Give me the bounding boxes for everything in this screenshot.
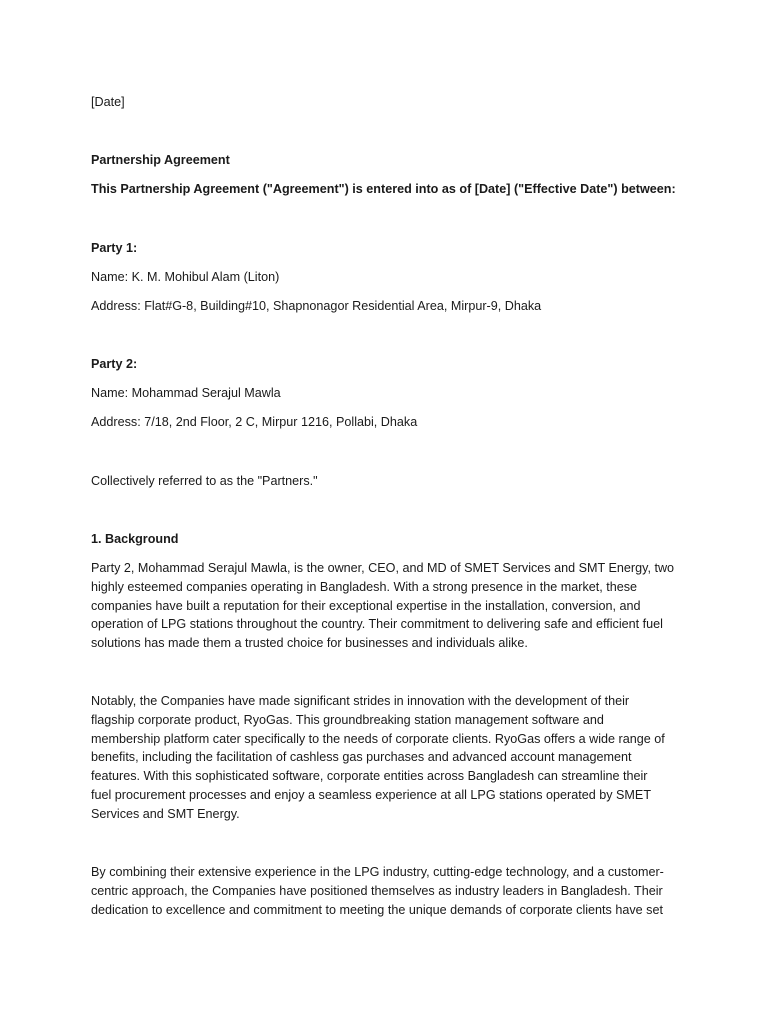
party2-address: Address: 7/18, 2nd Floor, 2 C, Mirpur 1216, Pollabi, Dhaka — [91, 415, 418, 429]
paragraph-line: dedication to excellence and commitment to meeting the unique demands of corporate clients have set — [91, 902, 663, 917]
paragraph-line: centric approach, the Companies have positioned themselves as industry leaders in Bangladesh. Their — [91, 883, 663, 898]
background-paragraph-3 — [91, 863, 681, 919]
paragraph-line: Services and SMT Energy. — [91, 806, 240, 821]
paragraph-line: Notably, the Companies have made significant strides in innovation with the development of their — [91, 694, 630, 708]
background-paragraph-1 — [91, 559, 681, 653]
paragraph-line: solutions has made them a trusted choice for businesses and individuals alike. — [91, 636, 528, 651]
paragraph-line: fuel procurement processes and enjoy a seamless experience at all LPG stations operated by SMET — [91, 787, 652, 802]
paragraph-line: features. With this sophisticated software, corporate entities across Bangladesh can streamline their — [91, 769, 648, 784]
intro-statement: This Partnership Agreement ("Agreement") is entered into as of [Date] ("Effective Date") between: — [91, 182, 676, 196]
paragraph-line: Party 2, Mohammad Serajul Mawla, is the owner, CEO, and MD of SMET Services and SMT Energy, two — [91, 561, 675, 575]
background-heading: 1. Background — [91, 532, 179, 546]
paragraph-line: flagship corporate product, RyoGas. This groundbreaking station management software and — [91, 712, 604, 727]
party1-name: Name: K. M. Mohibul Alam (Liton) — [91, 270, 280, 284]
paragraph-line: highly esteemed companies operating in Bangladesh. With a strong presence in the market, these — [91, 579, 638, 594]
paragraph-line: membership platform cater specifically to the needs of corporate clients. RyoGas offers a wide range of — [91, 731, 665, 746]
paragraph-line: benefits, including the facilitation of cashless gas purchases and advanced account management — [91, 750, 632, 765]
party1-heading: Party 1: — [91, 241, 138, 255]
paragraph-line: operation of LPG stations throughout the country. Their commitment to delivering safe and efficient fuel — [91, 617, 663, 632]
party1-address: Address: Flat#G-8, Building#10, Shapnonagor Residential Area, Mirpur-9, Dhaka — [91, 299, 542, 313]
date-placeholder: [Date] — [91, 95, 125, 109]
paragraph-line: By combining their extensive experience in the LPG industry, cutting-edge technology, and a customer- — [91, 865, 664, 879]
background-paragraph-2 — [91, 692, 681, 824]
party2-name: Name: Mohammad Serajul Mawla — [91, 386, 281, 400]
document-title: Partnership Agreement — [91, 153, 230, 167]
collective-reference: Collectively referred to as the "Partners." — [91, 474, 318, 488]
party2-heading: Party 2: — [91, 357, 138, 371]
paragraph-line: companies have built a reputation for their exceptional expertise in the installation, conversion, and — [91, 598, 641, 613]
